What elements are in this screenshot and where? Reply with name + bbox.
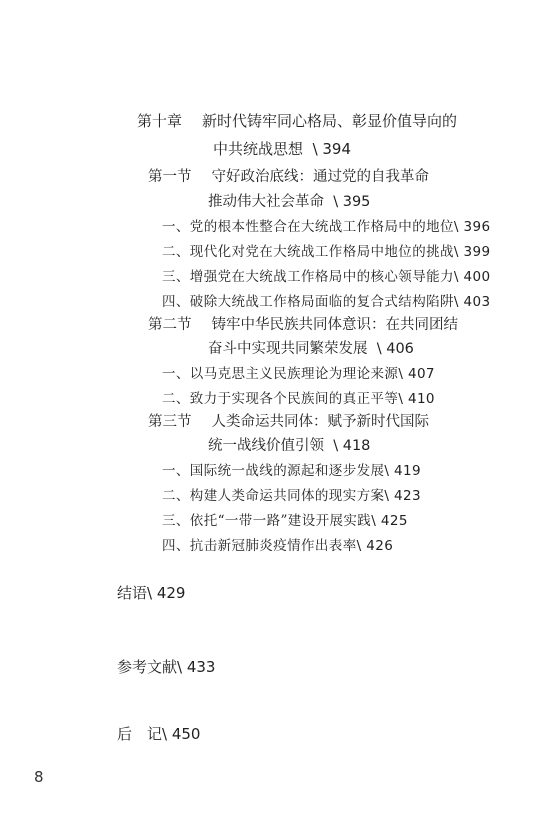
toc-item-page: \ 423 (384, 488, 422, 504)
section-title-line2: 奋斗中实现共同繁荣发展 (208, 341, 368, 357)
section-heading (148, 165, 429, 186)
chapter-heading (137, 110, 457, 131)
toc-item-text: 二、构建人类命运共同体的现实方案 (162, 488, 385, 504)
toc-item-text: 四、破除大统战工作格局面临的复合式结构陷阱 (162, 294, 454, 310)
toc-item (162, 534, 393, 554)
toc-item-page: \ 396 (453, 219, 491, 235)
section-heading-cont (208, 337, 414, 358)
toc-item-text: 三、依托“一带一路”建设开展实践 (162, 513, 372, 529)
section-heading (148, 410, 429, 431)
chapter-label: 第十章 (137, 112, 183, 130)
toc-item-page: \ 403 (453, 294, 491, 310)
toc-item-page: \ 407 (398, 366, 435, 382)
toc-item (162, 290, 491, 310)
section-label: 第三节 (148, 414, 192, 430)
back-matter-page: \ 433 (177, 658, 216, 676)
section-heading-cont (208, 190, 370, 211)
chapter-page: \ 394 (312, 140, 352, 158)
chapter-heading-cont (213, 138, 351, 159)
toc-item (162, 459, 421, 479)
back-matter-entry (117, 582, 185, 603)
toc-item-text: 二、现代化对党在大统战工作格局中地位的挑战 (162, 244, 454, 260)
back-matter-title: 后 记 (117, 725, 163, 743)
back-matter-entry (117, 656, 215, 677)
back-matter-page: \ 429 (147, 584, 186, 602)
toc-item (162, 484, 421, 504)
toc-item-page: \ 399 (453, 244, 491, 260)
section-title-line2: 推动伟大社会革命 (208, 194, 324, 210)
section-title-line1: 守好政治底线：通过党的自我革命 (211, 169, 429, 185)
section-label: 第二节 (148, 317, 192, 333)
toc-item-page: \ 426 (356, 538, 394, 554)
toc-item-text: 四、抗击新冠肺炎疫情作出表率 (162, 538, 357, 554)
toc-item-text: 一、国际统一战线的源起和逐步发展 (162, 463, 385, 479)
section-heading-cont (208, 434, 370, 455)
toc-item-text: 一、以马克思主义民族理论为理论来源 (162, 366, 399, 382)
section-title-line1: 铸牢中华民族共同体意识：在共同团结 (211, 317, 458, 333)
page-number: 8 (34, 768, 44, 786)
toc-item (162, 387, 435, 407)
back-matter-page: \ 450 (162, 725, 201, 743)
section-title-line1: 人类命运共同体：赋予新时代国际 (211, 414, 429, 430)
toc-item (162, 215, 491, 235)
toc-item-page: \ 410 (398, 391, 435, 407)
back-matter-entry (117, 723, 200, 744)
section-heading (148, 313, 458, 334)
toc-item-page: \ 419 (384, 463, 422, 479)
back-matter-title: 参考文献 (117, 658, 178, 676)
toc-item (162, 362, 435, 382)
back-matter-title: 结语 (117, 584, 148, 602)
section-page: \ 395 (333, 194, 371, 210)
section-page: \ 418 (333, 438, 371, 454)
chapter-title-line1: 新时代铸牢同心格局、彰显价值导向的 (202, 112, 458, 130)
toc-item-text: 二、致力于实现各个民族间的真正平等 (162, 391, 399, 407)
toc-item-text: 三、增强党在大统战工作格局中的核心领导能力 (162, 269, 454, 285)
section-label: 第一节 (148, 169, 192, 185)
toc-item-page: \ 425 (371, 513, 408, 529)
chapter-title-line2: 中共统战思想 (213, 140, 304, 158)
toc-item (162, 240, 491, 260)
toc-item-page: \ 400 (453, 269, 491, 285)
section-page: \ 406 (376, 341, 414, 357)
toc-item (162, 265, 491, 285)
toc-item (162, 509, 408, 529)
section-title-line2: 统一战线价值引领 (208, 438, 324, 454)
toc-item-text: 一、党的根本性整合在大统战工作格局中的地位 (162, 219, 454, 235)
